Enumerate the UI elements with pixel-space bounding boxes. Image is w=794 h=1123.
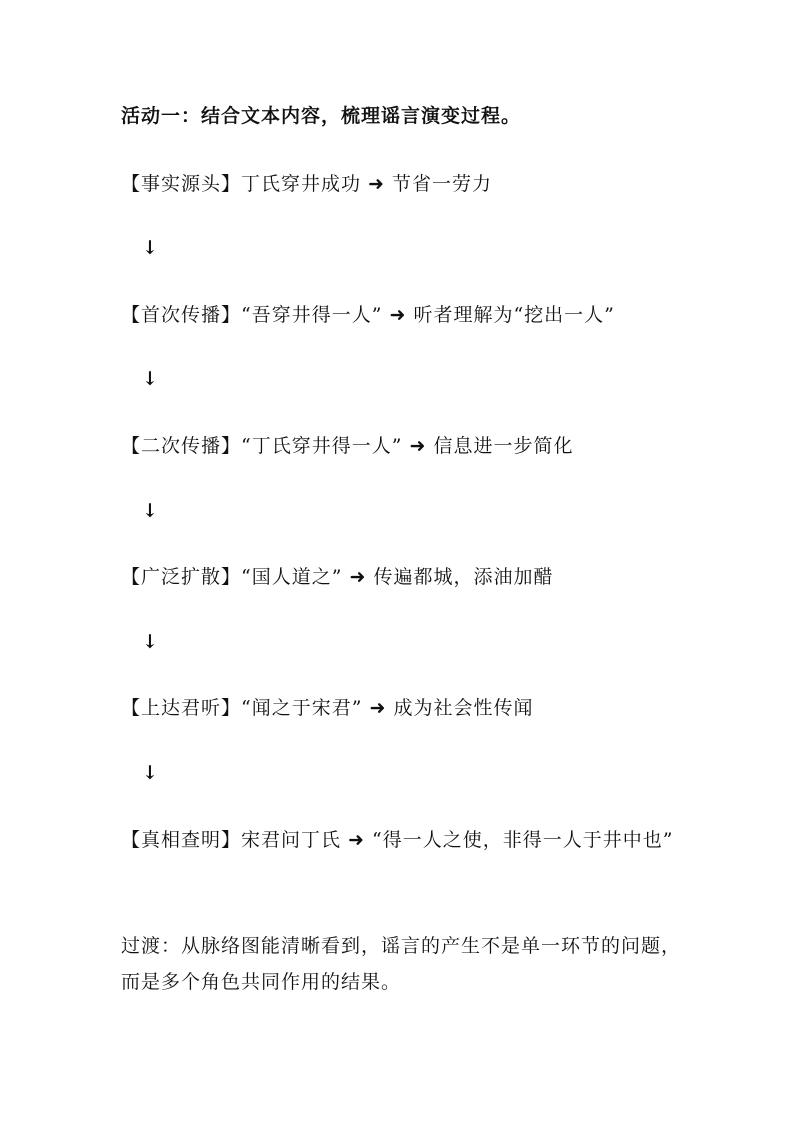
down-arrow-icon: ↓ [142,368,158,390]
step-fact-source [121,171,681,197]
down-arrow-icon: ↓ [142,762,158,784]
step-wide-diffusion [121,564,681,590]
step-text: 宋君问丁氏 ➜ “得一人之使，非得一人于井中也” [241,829,674,851]
down-arrow-icon: ↓ [142,237,158,259]
activity-title: 活动一：结合文本内容，梳理谣言演变过程。 [121,105,522,127]
step-label: 【二次传播】 [121,435,242,457]
step-second-spread [121,433,681,459]
step-label: 【事实源头】 [121,173,242,195]
step-label: 【真相查明】 [121,829,242,851]
step-text: “闻之于宋君” ➜ 成为社会性传闻 [241,697,534,719]
step-text: “丁氏穿井得一人” ➜ 信息进一步简化 [241,435,574,457]
step-first-spread [121,302,681,328]
step-label: 【上达君听】 [121,697,242,719]
down-arrow-icon: ↓ [142,631,158,653]
step-label: 【广泛扩散】 [121,566,242,588]
down-arrow-icon: ↓ [142,500,158,522]
step-label: 【首次传播】 [121,304,242,326]
step-truth-revealed [121,822,681,858]
step-text: “国人道之” ➜ 传遍都城，添油加醋 [241,566,554,588]
transition-paragraph: 过渡：从脉络图能清晰看到，谣言的产生不是单一环节的问题，而是多个角色共同作用的结果。 [121,935,682,993]
step-text: 丁氏穿井成功 ➜ 节省一劳力 [241,173,493,195]
step-reach-ruler [121,695,681,721]
step-text: “吾穿井得一人” ➜ 听者理解为“挖出一人” [241,304,615,326]
